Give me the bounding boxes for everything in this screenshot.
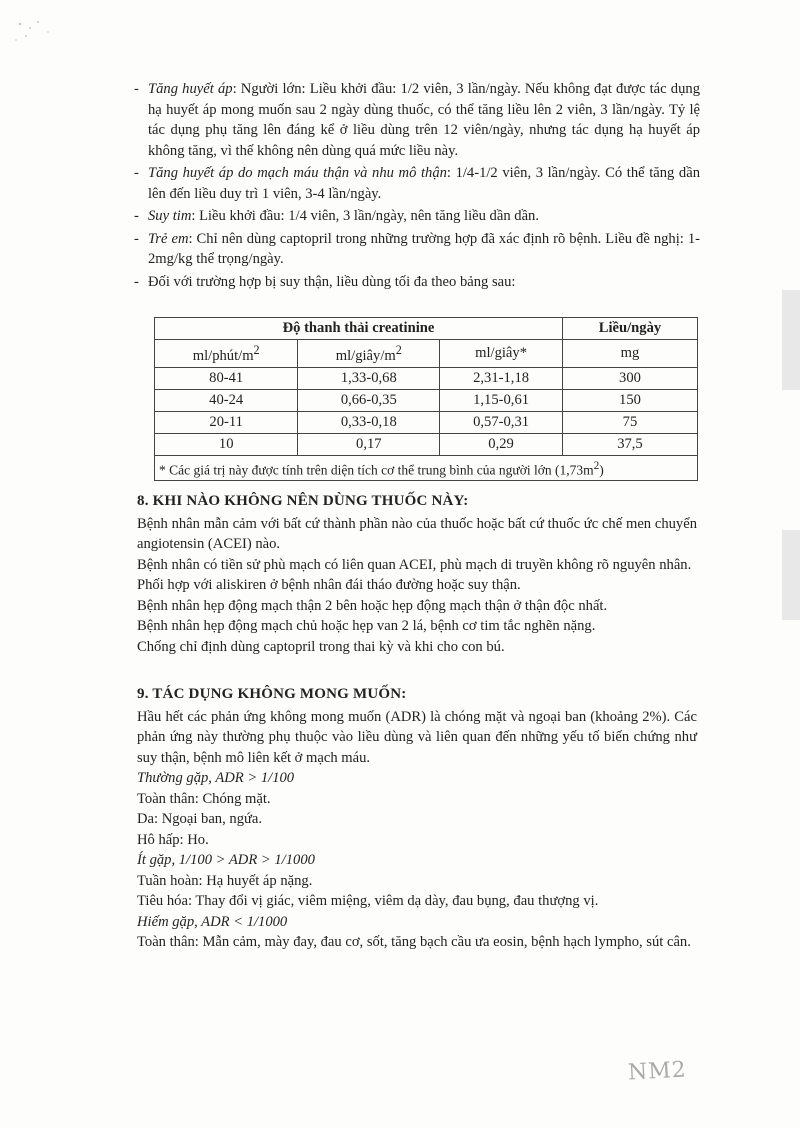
scan-edge-mark [782,530,800,620]
frequency-uncommon: Ít gặp, 1/100 > ADR > 1/1000 [137,852,315,868]
table-row: 40-24 0,66-0,35 1,15-0,61 150 [155,389,698,411]
paragraph: Hô hấp: Ho. [137,831,209,848]
handwritten-signature: NM2 [627,1057,688,1086]
table-dose-header: Liều/ngày [562,318,697,340]
bullet-renal-hypertension: - Tăng huyết áp do mạch máu thận và nhu mô thận: 1/4-1/2 viên, 3 lần/ngày. Có thể tăng dần lên đến liều duy trì 1 viên, 3-4 lần/ngày. [134,165,700,202]
table-group-header: Độ thanh thải creatinine [155,318,563,340]
scan-specks [8,10,68,50]
paragraph: Da: Ngoại ban, ngứa. [137,811,263,827]
paragraph: Chống chỉ định dùng captopril trong thai kỳ và khi cho con bú. [137,638,505,655]
table-row: 10 0,17 0,29 37,5 [155,433,698,455]
paragraph: Toàn thân: Chóng mặt. [137,790,271,807]
bullet-children: - Trẻ em: Chỉ nên dùng captopril trong những trường hợp đã xác định rõ bệnh. Liều đề nghị: 1-2mg/kg thể trọng/ngày. [134,230,700,267]
section-8-title: 8. KHI NÀO KHÔNG NÊN DÙNG THUỐC NÀY: [137,493,469,509]
section-contraindications [137,491,697,657]
paragraph: Bệnh nhân có tiền sử phù mạch có liên quan ACEI, phù mạch di truyền không rõ nguyên nhân. [137,556,692,573]
paragraph: Bệnh nhân hẹp động mạch thận 2 bên hoặc hẹp động mạch thận ở thận độc nhất. [137,597,608,614]
paragraph: Bệnh nhân hẹp động mạch chủ hoặc hẹp van 2 lá, bệnh cơ tim tắc nghẽn nặng. [137,618,596,634]
table-row: 80-41 1,33-0,68 2,31-1,18 300 [155,367,698,389]
table-unit-col-1: $ml/phút/m^2$ [155,340,298,368]
table-unit-col-2: $ml/giây/m^2$ [298,340,440,368]
table-footnote: * Các giá trị này được tính trên diện tích cơ thể trung bình của người lớn $(1,73m^2)$ [155,455,698,481]
paragraph: Toàn thân: Mẫn cảm, mày đay, đau cơ, sốt, tăng bạch cầu ưa eosin, bệnh hạch lympho, sút cân. [137,934,691,950]
section-9-title: 9. TÁC DỤNG KHÔNG MONG MUỐN: [137,686,407,702]
paragraph: Tuần hoàn: Hạ huyết áp nặng. [137,872,313,889]
section-adverse-effects [137,684,697,953]
paragraph: Hầu hết các phản ứng không mong muốn (ADR) là chóng mặt và ngoại ban (khoảng 2%). Các phản ứng này thường phụ thuộc vào liều dùng và liên quan đến những yếu tố biến chứng như suy thận, bệnh mô liên kết ở mạch máu. [137,708,697,766]
renal-dose-table [154,317,698,481]
paragraph: Bệnh nhân mẫn cảm với bất cứ thành phần nào của thuốc hoặc bất cứ thuốc ức chế men chuyển angiotensin (ACEI) nào. [137,515,697,552]
table-unit-col-3: ml/giây* [440,340,563,368]
bullet-heart-failure: - Suy tim: Liều khởi đầu: 1/4 viên, 3 lần/ngày, nên tăng liều dần dần. [134,208,539,224]
frequency-common: Thường gặp, ADR > 1/100 [137,770,295,786]
bullet-renal-failure: - Đối với trường hợp bị suy thận, liều dùng tối đa theo bảng sau: [134,273,516,290]
table-row: 20-11 0,33-0,18 0,57-0,31 75 [155,411,698,433]
bullet-hypertension: - Tăng huyết áp: Người lớn: Liều khởi đầu: 1/2 viên, 3 lần/ngày. Nếu không đạt được tác dụng hạ huyết áp mong muốn sau 2 ngày dùng thuốc, có thể tăng liều lên 2 viên, 3 lần/ngày. Tỷ lệ tác dụng phụ tăng lên đáng kể ở liều dùng trên 12 viên/ngày, nhưng tác dụng hạ huyết áp không tăng, vì thế không nên dùng quá mức liều này. [134,81,700,159]
frequency-rare: Hiếm gặp, ADR < 1/1000 [137,913,288,930]
paragraph: Tiêu hóa: Thay đổi vị giác, viêm miệng, viêm dạ dày, đau bụng, đau thượng vị. [137,893,599,909]
dosage-bullet-list [134,79,700,294]
paragraph: Phối hợp với aliskiren ở bệnh nhân đái tháo đường hoặc suy thận. [137,577,521,593]
scan-edge-mark [782,290,800,390]
table-unit-col-4: mg [562,340,697,368]
